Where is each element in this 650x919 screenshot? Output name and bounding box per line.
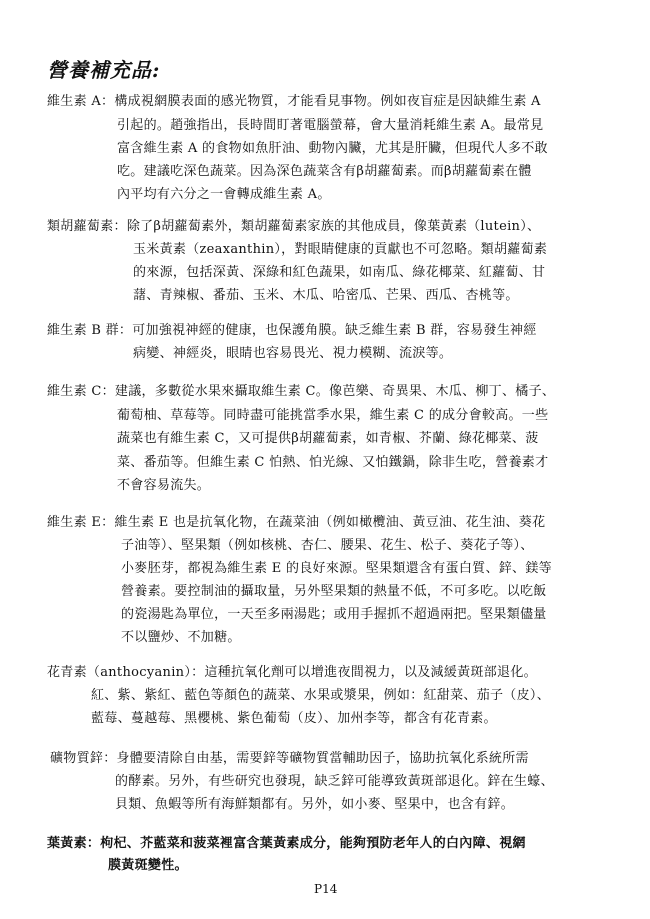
- section-text-line: 小麥胚芽，都視為維生素 E 的良好來源。堅果類還含有蛋白質、鋅、鎂等: [121, 561, 552, 576]
- section-text-line: 建議，多數從水果來攝取維生素 C。像芭樂、奇異果、木瓜、柳丁、橘子、: [114, 384, 556, 399]
- section-text-line: 枸杞、芥藍菜和菠菜裡富含葉黃素成分，能夠預防老年人的白內障、視網: [100, 836, 526, 851]
- section-text-line: 引起的。趙強指出，長時間盯著電腦螢幕，會大量消耗維生素 A。最常見: [117, 118, 544, 133]
- term-label: 維生素 A：: [47, 94, 115, 109]
- section-text-line: 不會容易流失。: [117, 478, 211, 493]
- page-title: 營養補充品:: [47, 58, 161, 82]
- section-text-line: 葡萄柚、草莓等。同時盡可能挑當季水果，維生素 C 的成分會較高。一些: [117, 408, 549, 423]
- section-text-line: 維生素 E 也是抗氧化物，在蔬菜油（例如橄欖油、黃豆油、花生油、葵花: [114, 515, 546, 530]
- section-text-line: 富含維生素 A 的食物如魚肝油、動物內臟，尤其是肝臟，但現代人多不敢: [117, 141, 548, 156]
- term-label: 維生素 B 群：: [47, 323, 133, 338]
- section-text-line: 不以鹽炒、不加糖。: [121, 630, 241, 645]
- term-label: 維生素 E：: [47, 515, 115, 530]
- section-text-line: 藍莓、蔓越莓、黑櫻桃、紫色葡萄（皮）、加州李等，都含有花青素。: [91, 711, 497, 726]
- section-text-line: 菜、番茄等。但維生素 C 怕熱、怕光線、又怕鐵鍋，除非生吃，營養素才: [117, 455, 549, 470]
- section-text-line: 膜黃斑變性。: [108, 858, 188, 873]
- page-number: P14: [314, 882, 338, 896]
- section-text-line: 藷、青辣椒、番茄、玉米、木瓜、哈密瓜、芒果、西瓜、杏桃等。: [133, 288, 519, 303]
- section-text-line: 這種抗氧化劑可以增進夜間視力，以及減緩黃斑部退化。: [204, 665, 537, 680]
- section-text-line: 病變、神經炎，眼睛也容易畏光、視力模糊、流淚等。: [133, 346, 453, 361]
- section-text-line: 子油等）、堅果類（例如核桃、杏仁、腰果、花生、松子、葵花子等）、: [121, 538, 534, 553]
- section-text-line: 身體要清除自由基，需要鋅等礦物質當輔助因子，協助抗氧化系統所需: [116, 751, 529, 766]
- section-text-line: 的酵素。另外，有些研究也發現，缺乏鋅可能導致黃斑部退化。鋅在生蠔、: [115, 774, 554, 789]
- term-label: 維生素 C：: [47, 384, 115, 399]
- section-text-line: 紅、紫、紫紅、藍色等顏色的蔬菜、水果或漿果，例如：紅甜菜、茄子（皮）、: [91, 688, 551, 703]
- section-text-line: 營養素。要控制油的攝取量，另外堅果類的熱量不低，不可多吃。以吃飯: [121, 584, 547, 599]
- section-text-line: 內平均有六分之一會轉成維生素 A。: [117, 187, 331, 202]
- term-label: 類胡蘿蔔素：: [47, 219, 127, 234]
- section-text-line: 可加強視神經的健康，也保護角膜。缺乏維生素 B 群，容易發生神經: [132, 323, 537, 338]
- section-text-line: 玉米黃素（zeaxanthin），對眼睛健康的貢獻也不可忽略。類胡蘿蔔素: [133, 242, 548, 257]
- section-text-line: 貝類、魚蝦等所有海鮮類都有。另外，如小麥、堅果中，也含有鋅。: [115, 797, 515, 812]
- section-text-line: 蔬菜也有維生素 C，又可提供β胡蘿蔔素，如青椒、芥蘭、綠花椰菜、菠: [117, 431, 539, 446]
- term-label: 葉黃素：: [47, 836, 101, 851]
- term-label: 礦物質鋅：: [50, 751, 117, 766]
- section-text-line: 的瓷湯匙為單位，一天至多兩湯匙；或用手握抓不超過兩把。堅果類儘量: [121, 607, 547, 622]
- section-text-line: 構成視網膜表面的感光物質，才能看見事物。例如夜盲症是因缺維生素 A: [114, 94, 541, 109]
- term-label: 花青素（anthocyanin）：: [47, 665, 205, 680]
- section-text-line: 吃。建議吃深色蔬菜。因為深色蔬菜含有β胡蘿蔔素。而β胡蘿蔔素在體: [117, 164, 532, 179]
- section-text-line: 的來源，包括深黃、深綠和紅色蔬果，如南瓜、綠花椰菜、紅蘿蔔、甘: [133, 265, 546, 280]
- section-text-line: 除了β胡蘿蔔素外，類胡蘿蔔素家族的其他成員，像葉黃素（lutein）、: [126, 219, 541, 234]
